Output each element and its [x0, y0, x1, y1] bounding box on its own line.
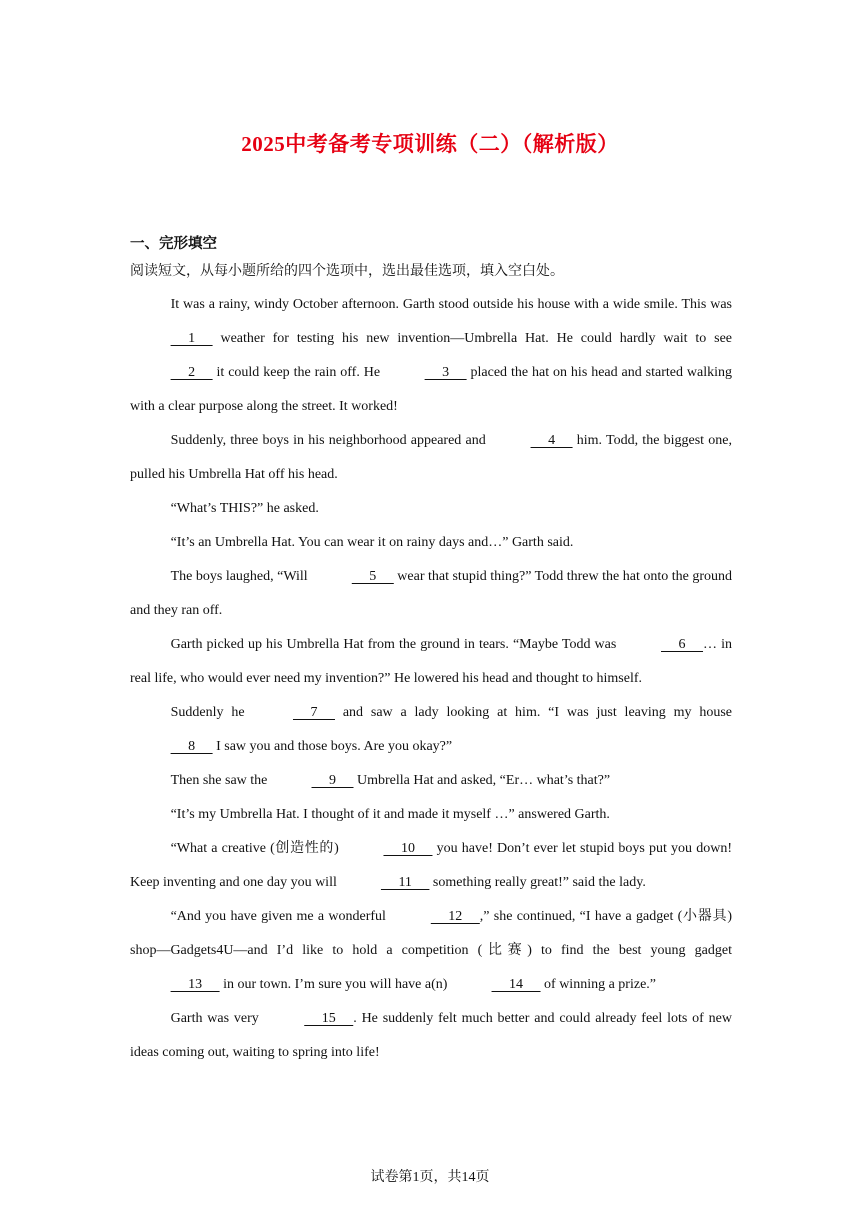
cloze-passage — [130, 288, 732, 1070]
passage-paragraph — [130, 628, 732, 696]
passage-paragraph — [130, 526, 732, 560]
passage-paragraph — [130, 288, 732, 424]
passage-paragraph — [130, 798, 732, 832]
blank-7[interactable]: 7 — [292, 705, 335, 720]
passage-text: . He suddenly felt much better and could already feel lots of new ideas coming out, waiting to spring into life! — [130, 1011, 732, 1060]
passage-text: you have! Don’t ever let stupid boys put you down! Keep inventing and one day you will — [130, 841, 732, 890]
instruction-text: 阅读短文，从每小题所给的四个选项中，选出最佳选项，填入空白处。 — [130, 264, 564, 279]
passage-text: Suddenly, three boys in his neighborhood appeared and — [170, 433, 490, 448]
passage-text: “It’s my Umbrella Hat. I thought of it and made it myself …” answered Garth. — [170, 807, 610, 822]
passage-text: The boys laughed, “Will — [170, 569, 312, 584]
passage-text: It was a rainy, windy October afternoon. Garth stood outside his house with a wide smile. This was — [170, 297, 732, 312]
passage-paragraph — [130, 560, 732, 628]
passage-text: Umbrella Hat and asked, “Er… what’s that?” — [353, 773, 611, 788]
passage-text: wear that stupid thing?” Todd threw the hat onto the ground and they ran off. — [130, 569, 733, 618]
blank-6[interactable]: 6 — [661, 637, 704, 652]
passage-text: something really great!” said the lady. — [429, 875, 646, 890]
passage-paragraph — [130, 492, 732, 526]
passage-text: it could keep the rain off. He — [212, 365, 385, 380]
blank-15[interactable]: 15 — [304, 1011, 354, 1026]
passage-text: placed the hat on his head and started walking with a clear purpose along the street. It worked! — [130, 365, 733, 414]
passage-text: in our town. I’m sure you will have a(n) — [219, 977, 451, 992]
passage-text: ,” she continued, “I have a gadget (小器具) shop—Gadgets4U—and I’d like to hold a competition (比赛) to find the best young gadget — [130, 909, 732, 958]
passage-text: Then she saw the — [170, 773, 271, 788]
passage-text: … in real life, who would ever need my invention?” He lowered his head and thought to himself. — [130, 637, 732, 686]
passage-paragraph — [130, 696, 732, 764]
passage-text: him. Todd, the biggest one, pulled his Umbrella Hat off his head. — [130, 433, 733, 482]
passage-paragraph — [130, 900, 732, 1002]
passage-text: Suddenly he — [170, 705, 253, 720]
passage-text: Garth picked up his Umbrella Hat from the ground in tears. “Maybe Todd was — [170, 637, 621, 652]
blank-14[interactable]: 14 — [491, 977, 541, 992]
passage-text: Garth was very — [170, 1011, 264, 1026]
blank-2[interactable]: 2 — [170, 365, 213, 380]
passage-paragraph — [130, 424, 732, 492]
passage-text: “It’s an Umbrella Hat. You can wear it on rainy days and…” Garth said. — [170, 535, 574, 550]
passage-text: and saw a lady looking at him. “I was just leaving my house — [334, 705, 732, 720]
blank-4[interactable]: 4 — [530, 433, 573, 448]
passage-text: of winning a prize.” — [540, 977, 656, 992]
passage-text: “What a creative (创造性的) — [170, 841, 343, 856]
passage-text: weather for testing his new invention—Umbrella Hat. He could hardly wait to see — [212, 331, 732, 346]
blank-10[interactable]: 10 — [383, 841, 433, 856]
section-heading: 一、完形填空 — [130, 236, 217, 252]
blank-11[interactable]: 11 — [380, 875, 430, 890]
blank-12[interactable]: 12 — [430, 909, 480, 924]
passage-text: “And you have given me a wonderful — [170, 909, 391, 924]
passage-text: “What’s THIS?” he asked. — [170, 501, 319, 516]
passage-paragraph — [130, 832, 732, 900]
passage-paragraph — [130, 764, 732, 798]
blank-1[interactable]: 1 — [170, 331, 213, 346]
page-title: 2025中考备考专项训练（二）（解析版） — [241, 132, 619, 156]
blank-9[interactable]: 9 — [311, 773, 354, 788]
passage-text: I saw you and those boys. Are you okay?” — [212, 739, 453, 754]
page-footer: 试卷第1页，共14页 — [370, 1170, 490, 1185]
blank-8[interactable]: 8 — [170, 739, 213, 754]
blank-5[interactable]: 5 — [351, 569, 394, 584]
passage-paragraph — [130, 1002, 732, 1070]
blank-3[interactable]: 3 — [424, 365, 467, 380]
blank-13[interactable]: 13 — [170, 977, 220, 992]
